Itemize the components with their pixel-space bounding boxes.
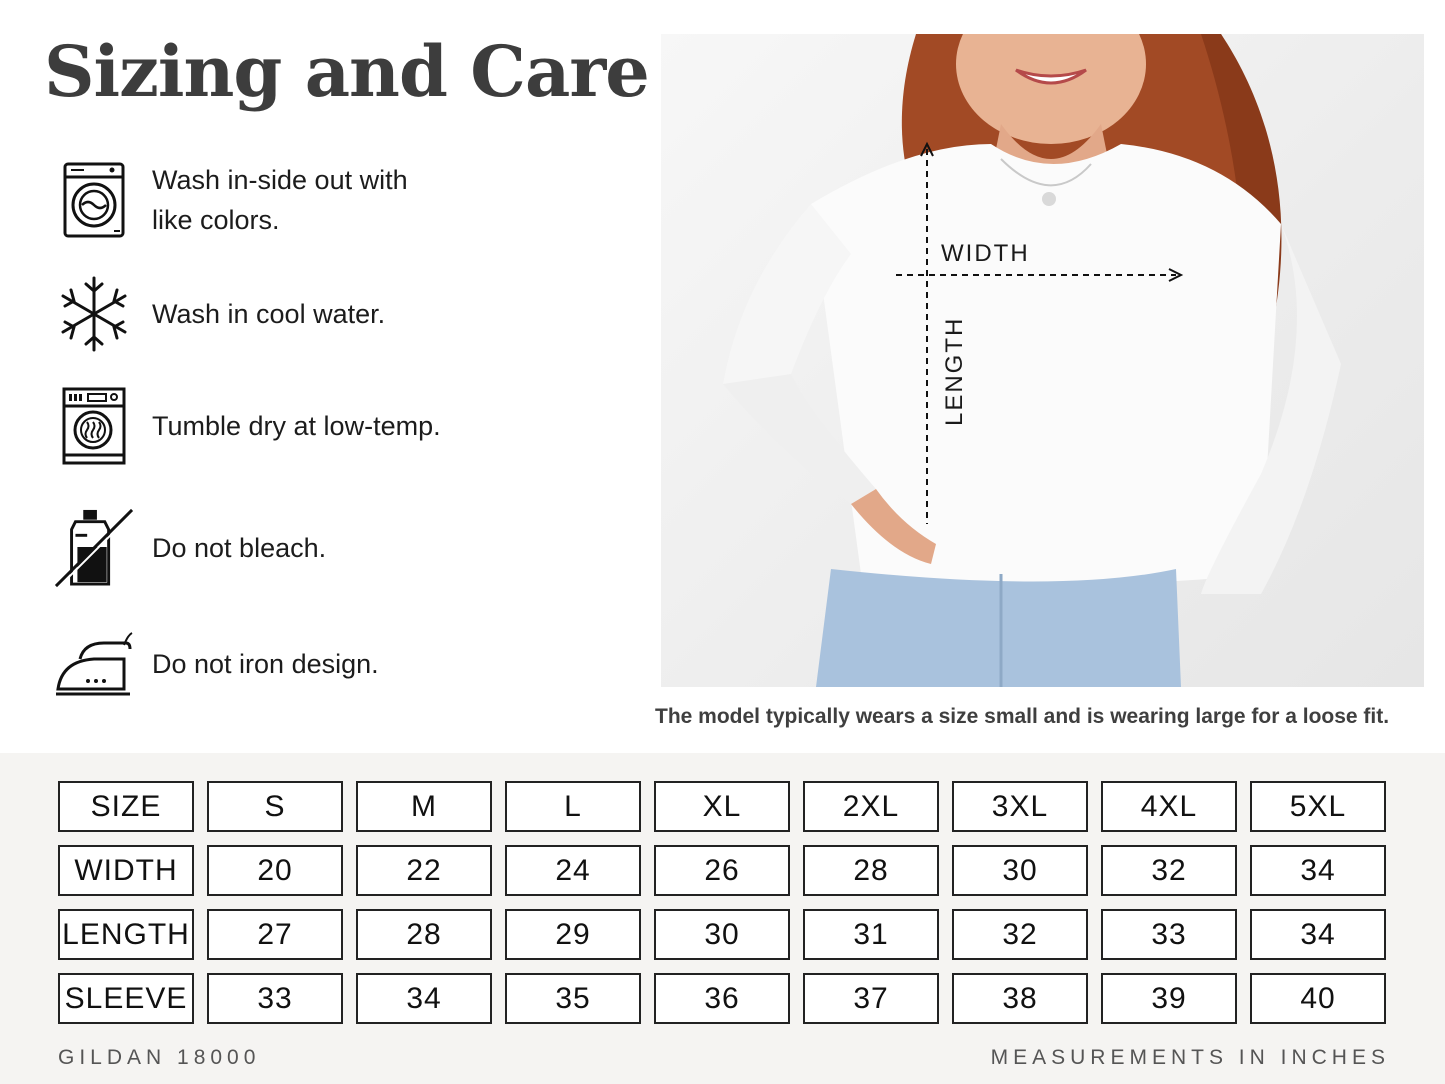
- length-measure-label: LENGTH: [941, 316, 968, 426]
- table-cell: 5XL: [1250, 781, 1386, 832]
- care-item-cool-water: [54, 274, 494, 354]
- table-cell: 34: [1250, 909, 1386, 960]
- no-iron-icon: [54, 624, 134, 704]
- table-cell: 36: [654, 973, 790, 1024]
- care-item-tumble-dry: [54, 386, 494, 466]
- table-row-header: LENGTH: [58, 909, 194, 960]
- table-cell: 39: [1101, 973, 1237, 1024]
- table-row-header: WIDTH: [58, 845, 194, 896]
- product-model-label: GILDAN 18000: [58, 1046, 261, 1069]
- table-cell: 24: [505, 845, 641, 896]
- page-title: Sizing and Care: [44, 30, 649, 113]
- table-cell: 22: [356, 845, 492, 896]
- table-cell: 40: [1250, 973, 1386, 1024]
- snowflake-icon: [54, 274, 134, 354]
- table-cell: 30: [952, 845, 1088, 896]
- tumble-dryer-icon: [54, 386, 134, 466]
- care-item-no-iron: [54, 624, 494, 704]
- table-cell: 33: [1101, 909, 1237, 960]
- care-text-line: Wash in-side out with: [152, 165, 408, 195]
- table-cell: 28: [803, 845, 939, 896]
- model-illustration: [661, 34, 1424, 687]
- care-text: [152, 528, 326, 568]
- care-text: [152, 406, 441, 446]
- table-cell: 30: [654, 909, 790, 960]
- table-cell: 34: [1250, 845, 1386, 896]
- table-cell: 29: [505, 909, 641, 960]
- care-text: [152, 294, 385, 334]
- table-cell: 26: [654, 845, 790, 896]
- washing-machine-icon: [54, 160, 134, 240]
- table-cell: 38: [952, 973, 1088, 1024]
- table-cell: 3XL: [952, 781, 1088, 832]
- measurement-unit-label: MEASUREMENTS IN INCHES: [990, 1046, 1390, 1069]
- table-cell: 20: [207, 845, 343, 896]
- care-text: [152, 160, 408, 240]
- care-text-line: Do not iron design.: [152, 649, 379, 679]
- table-cell: 34: [356, 973, 492, 1024]
- width-measure-label: WIDTH: [941, 240, 1030, 267]
- care-item-wash-inside-out: [54, 160, 494, 240]
- table-cell: S: [207, 781, 343, 832]
- model-photo: [661, 34, 1424, 687]
- care-text-line: Do not bleach.: [152, 533, 327, 563]
- table-cell: XL: [654, 781, 790, 832]
- table-cell: 28: [356, 909, 492, 960]
- table-cell: L: [505, 781, 641, 832]
- care-item-no-bleach: [54, 508, 494, 588]
- table-cell: 32: [1101, 845, 1237, 896]
- table-cell: 2XL: [803, 781, 939, 832]
- care-text: [152, 644, 379, 684]
- table-cell: M: [356, 781, 492, 832]
- care-text-line: like colors.: [152, 205, 280, 235]
- model-fit-caption: The model typically wears a size small and is wearing large for a loose fit.: [655, 705, 1390, 728]
- table-cell: 32: [952, 909, 1088, 960]
- table-cell: 33: [207, 973, 343, 1024]
- table-cell: 37: [803, 973, 939, 1024]
- table-row-header: SLEEVE: [58, 973, 194, 1024]
- table-cell: 35: [505, 973, 641, 1024]
- table-row-header: SIZE: [58, 781, 194, 832]
- care-text-line: Tumble dry at low-temp.: [152, 411, 441, 441]
- table-cell: 4XL: [1101, 781, 1237, 832]
- no-bleach-icon: [54, 508, 134, 588]
- care-text-line: Wash in cool water.: [152, 299, 386, 329]
- table-cell: 27: [207, 909, 343, 960]
- table-cell: 31: [803, 909, 939, 960]
